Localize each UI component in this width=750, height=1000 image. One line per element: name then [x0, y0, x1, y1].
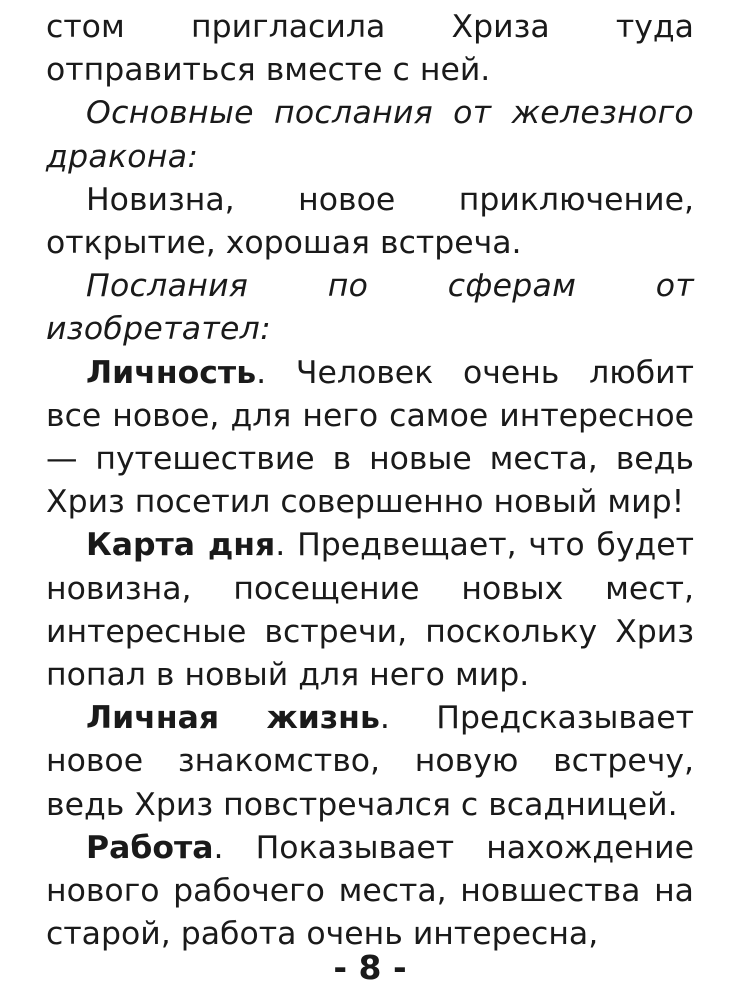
book-page [46, 0, 694, 1000]
term-card-of-day: Карта дня [86, 527, 276, 564]
paragraph-personality [46, 352, 694, 525]
paragraph-personal-life [46, 697, 694, 827]
paragraph-text: . Предвещает, что будет новизна, посещение новых мест, интересные встречи, поскольку Хриз попал в новый для него мир. [46, 527, 694, 694]
paragraph-continuation [46, 0, 694, 92]
paragraph-text: . Предсказывает новое знакомство, новую встречу, ведь Хриз повстречался с всадницей. [46, 700, 694, 823]
term-work: Работа [86, 829, 214, 866]
paragraph-text: стом пригласила Хриза туда отправиться вместе с ней. [46, 9, 694, 89]
paragraph-work [46, 827, 694, 957]
paragraph-text: . Человек очень любит все новое, для него самое интересное — путешествие в новые места, ведь Хриз посетил совершенно новый мир! [46, 354, 694, 521]
paragraph-main-messages [46, 179, 694, 265]
paragraph-spheres-heading [46, 265, 694, 351]
paragraph-text: . Показывает нахождение нового рабочего места, новшества на старой, работа очень интересна, [46, 829, 694, 953]
paragraph-card-of-day [46, 524, 694, 697]
paragraph-main-messages-heading [46, 92, 694, 178]
term-personality: Личность [86, 354, 257, 391]
term-personal-life: Личная жизнь [86, 700, 380, 737]
page-number: - 8 - [333, 948, 407, 987]
paragraph-text: Основные послания от железного дракона: [46, 95, 694, 175]
paragraph-text: Новизна, новое приключение, открытие, хорошая встреча. [46, 181, 694, 262]
paragraph-text: Послания по сферам от изобретател: [46, 268, 694, 348]
